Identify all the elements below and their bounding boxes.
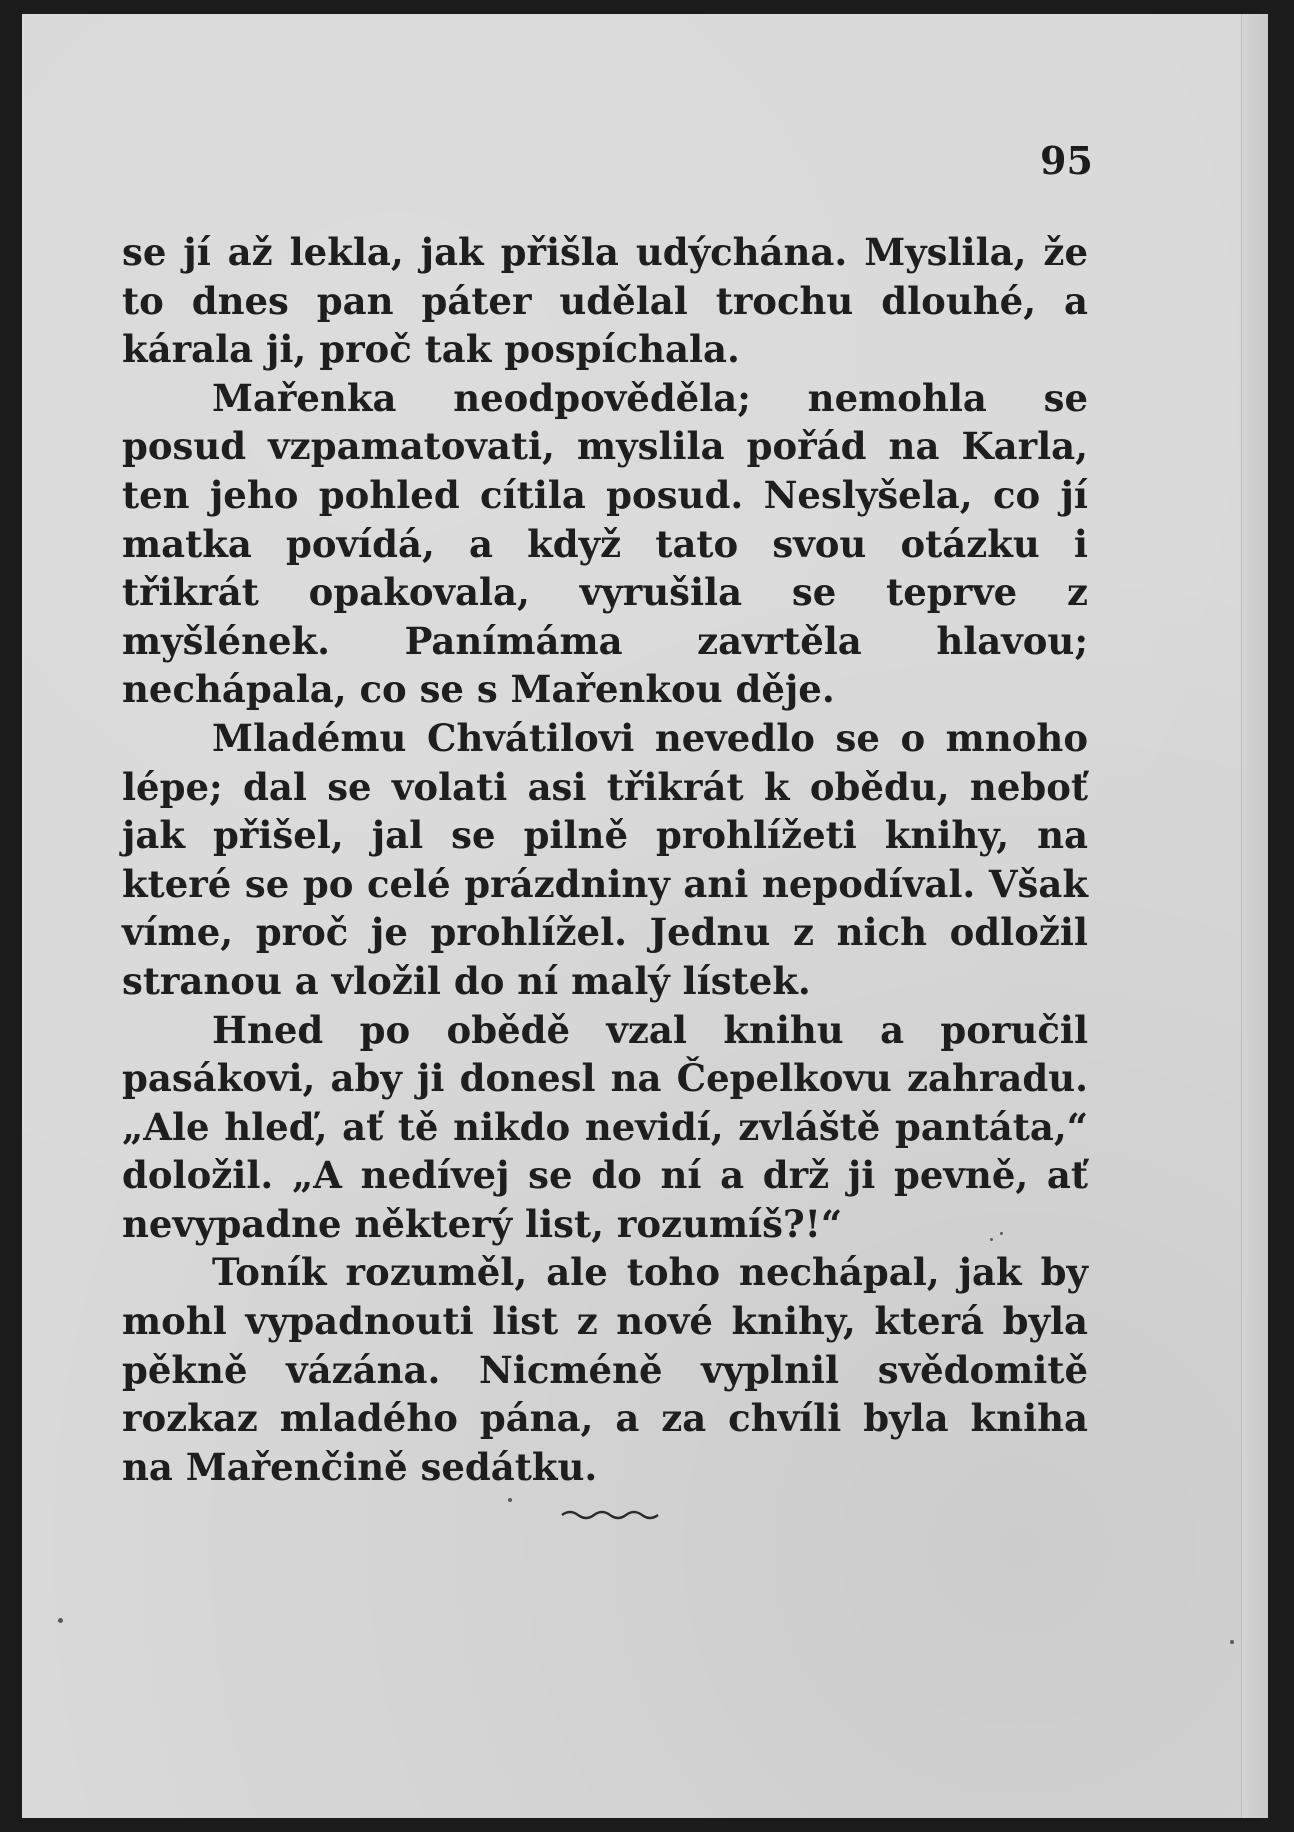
section-end-ornament <box>560 1506 660 1522</box>
page-edge <box>1241 14 1268 1818</box>
paragraph-1: se jí až lekla, jak přišla udýchána. Myslila, že to dnes pan páter udělal trochu dlouhé, a kárala ji, proč tak pospíchala. <box>122 230 1088 372</box>
print-speck <box>508 1498 512 1502</box>
print-speck <box>1000 1232 1003 1235</box>
paragraph-2: Mařenka neodpověděla; nemohla se posud vzpamatovati, myslila pořád na Karla, ten jeho pohled cítila posud. Neslyšela, co jí matka povídá, a když tato svou otázku i třikrát opakovala, vyrušila se teprve z myšlének. Panímáma zavrtěla hlavou; nechápala, co se s Mařenkou děje. <box>122 375 1088 712</box>
paragraph-4: Hned po obědě vzal knihu a poručil pasákovi, aby ji donesl na Čepelkovu zahradu. „Ale hleď, ať tě nikdo nevidí, zvláště pantáta,“ doložil. „A nedívej se do ní a drž ji pevně, ať nevypadne některý list, rozumíš?!“ <box>122 1007 1088 1246</box>
print-speck <box>990 1238 993 1241</box>
print-speck <box>58 1618 63 1623</box>
paragraph-3: Mladému Chvátilovi nevedlo se o mnoho lépe; dal se volati asi třikrát k obědu, neboť jak přišel, jal se pilně prohlížeti knihy, na které se po celé prázdniny ani nepodíval. Však víme, proč je prohlížel. Jednu z nich odložil stranou a vložil do ní malý lístek. <box>122 715 1088 1003</box>
print-speck <box>1230 1640 1234 1644</box>
paragraph-5: Toník rozuměl, ale toho nechápal, jak by mohl vypadnouti list z nové knihy, která byla pěkně vázána. Nicméně vyplnil svědomitě rozkaz mladého pána, a za chvíli byla kniha na Mařenčině sedátku. <box>122 1250 1088 1489</box>
body-text <box>122 228 1088 1491</box>
page-number: 95 <box>1040 138 1093 183</box>
